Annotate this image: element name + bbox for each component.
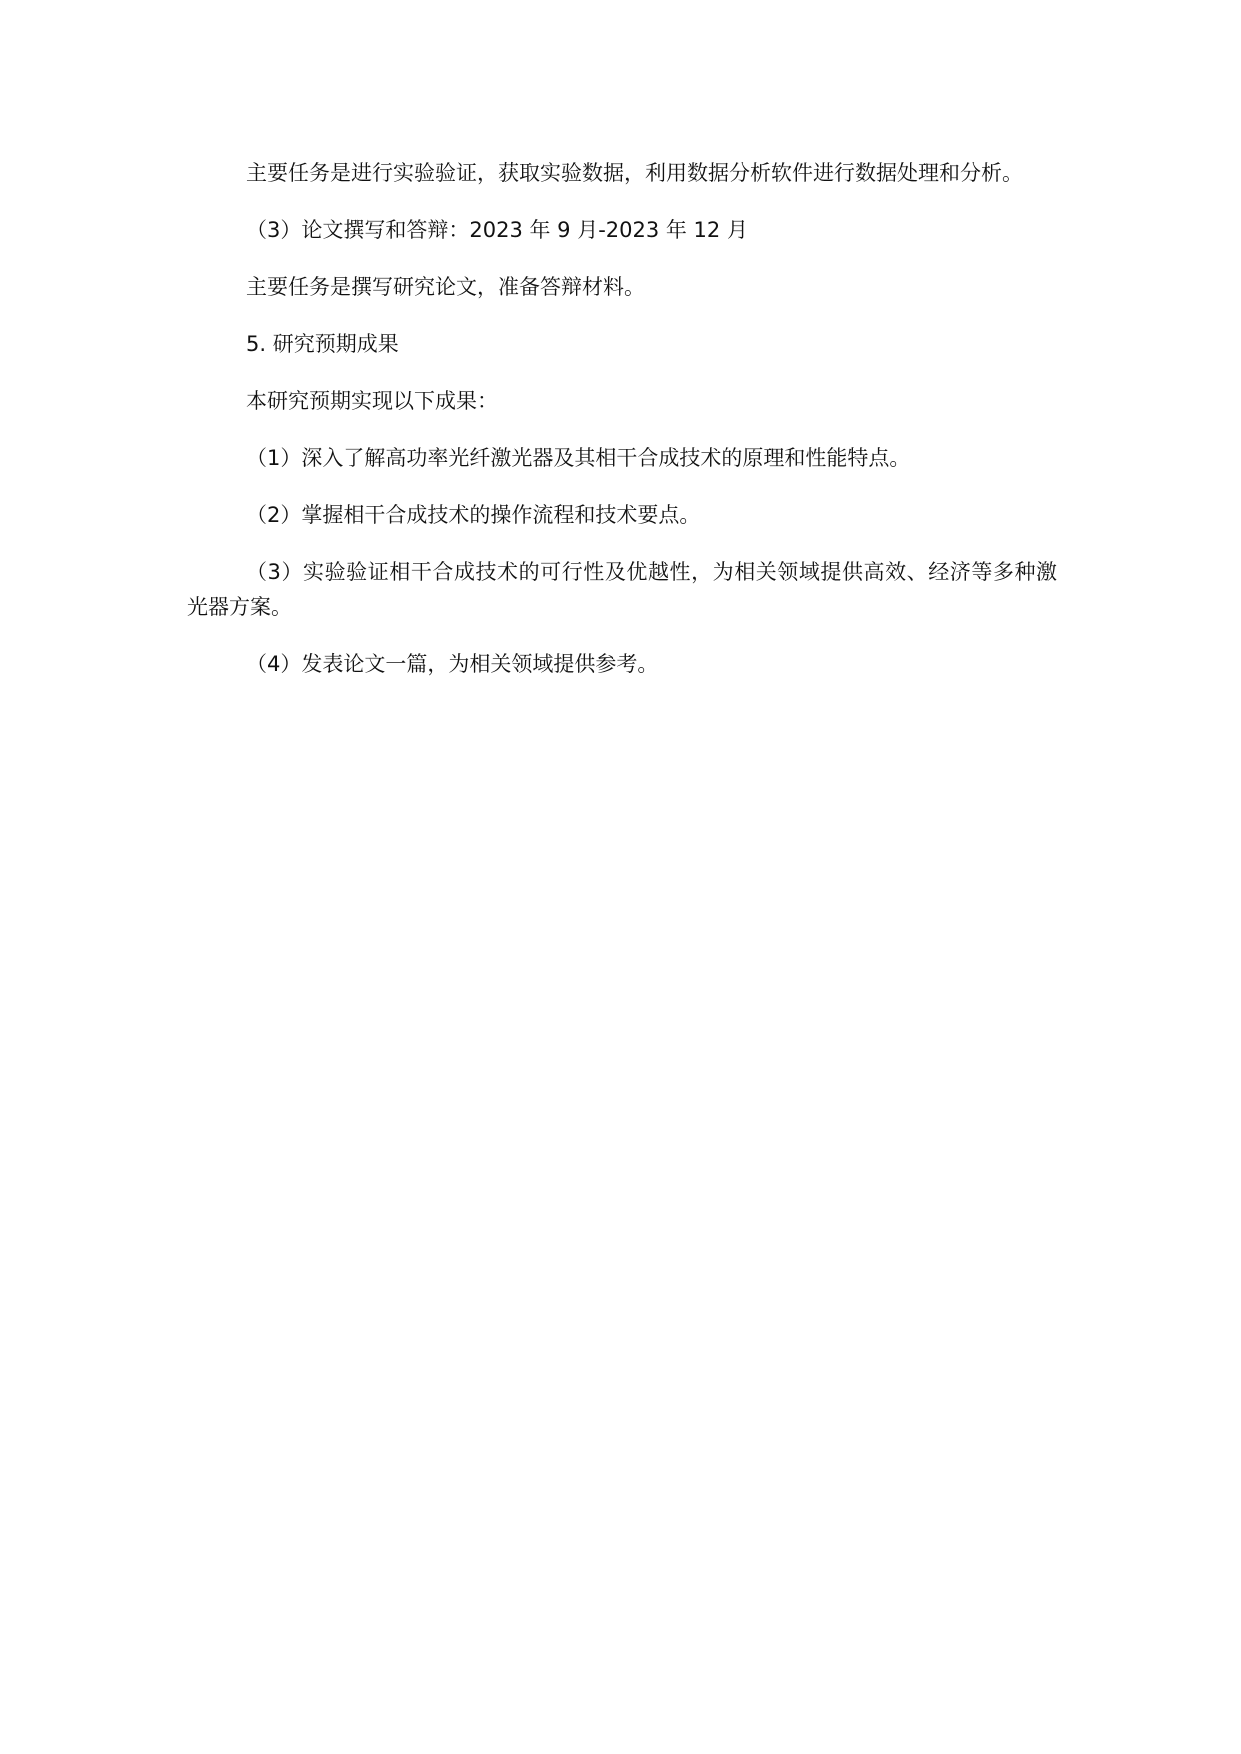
- paragraph-thesis-task: 主要任务是撰写研究论文，准备答辩材料。: [246, 275, 645, 299]
- list-item-result-3: （3）实验验证相干合成技术的可行性及优越性，为相关领域提供高效、经济等多种激光器方案。: [187, 560, 1057, 619]
- paragraph-task-description: 主要任务是进行实验验证，获取实验数据，利用数据分析软件进行数据处理和分析。: [246, 161, 1023, 185]
- list-item-result-4: （4）发表论文一篇，为相关领域提供参考。: [246, 652, 659, 676]
- section-heading-expected-results: 5. 研究预期成果: [246, 332, 399, 356]
- paragraph-thesis-schedule: （3）论文撰写和答辩：2023 年 9 月-2023 年 12 月: [246, 218, 748, 242]
- list-item-result-1: （1）深入了解高功率光纤激光器及其相干合成技术的原理和性能特点。: [246, 446, 911, 470]
- paragraph-results-intro: 本研究预期实现以下成果：: [246, 389, 498, 413]
- document-body: [187, 156, 1057, 682]
- list-item-result-2: （2）掌握相干合成技术的操作流程和技术要点。: [246, 503, 701, 527]
